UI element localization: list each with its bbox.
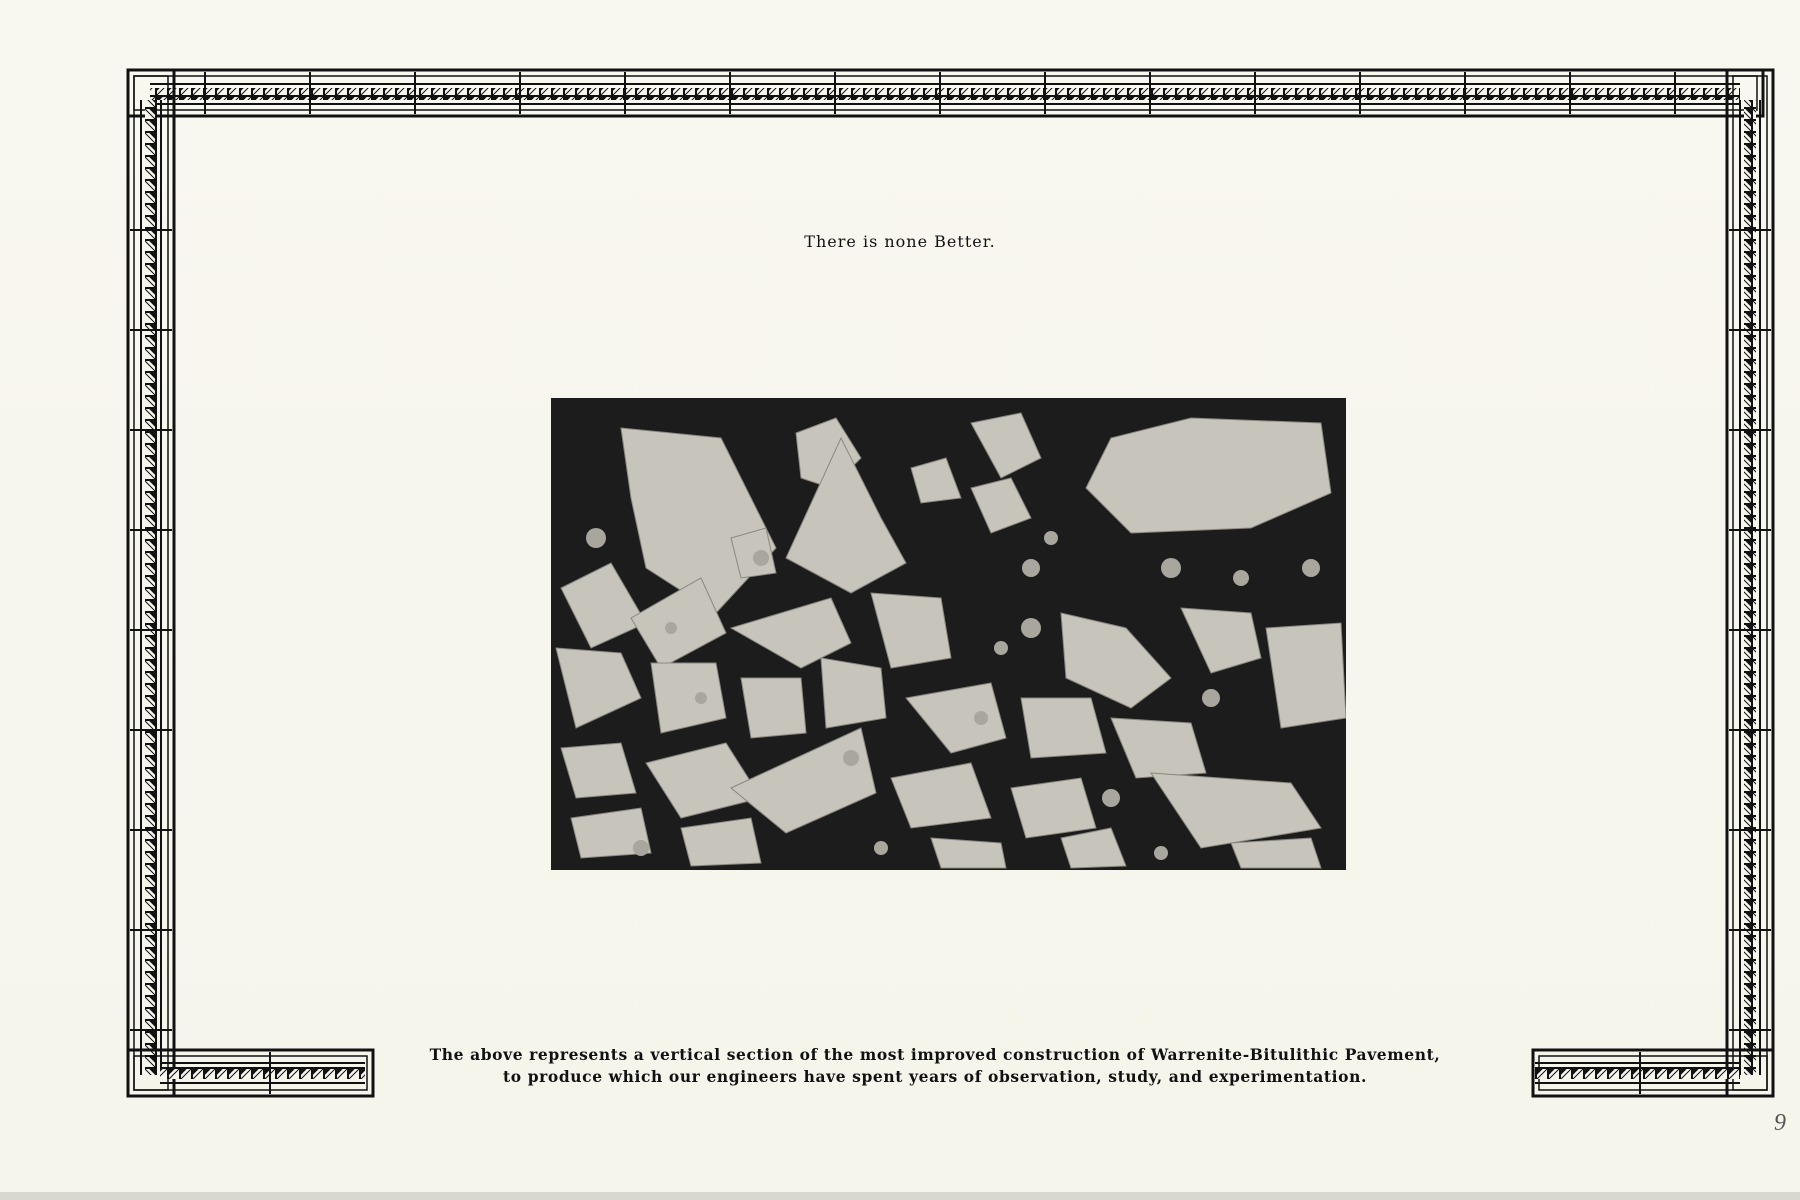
page-heading: There is none Better. [804,232,996,251]
figure-caption [370,1044,1500,1088]
left-border-band [128,70,174,1096]
page-number: 9 [1774,1110,1786,1136]
top-border-band [128,70,1763,116]
caption-line-2: to produce which our engineers have spent years of observation, study, and experimentation. [503,1067,1367,1086]
bottom-left-border-band [128,1050,373,1096]
bottom-right-border-band [1533,1050,1773,1096]
page-edge-shadow [0,1192,1800,1200]
caption-line-1: The above represents a vertical section of the most improved construction of Warrenite-Bitulithic Pavement, [429,1045,1441,1064]
right-border-band [1727,70,1773,1096]
pavement-cross-section-photo [551,398,1346,870]
